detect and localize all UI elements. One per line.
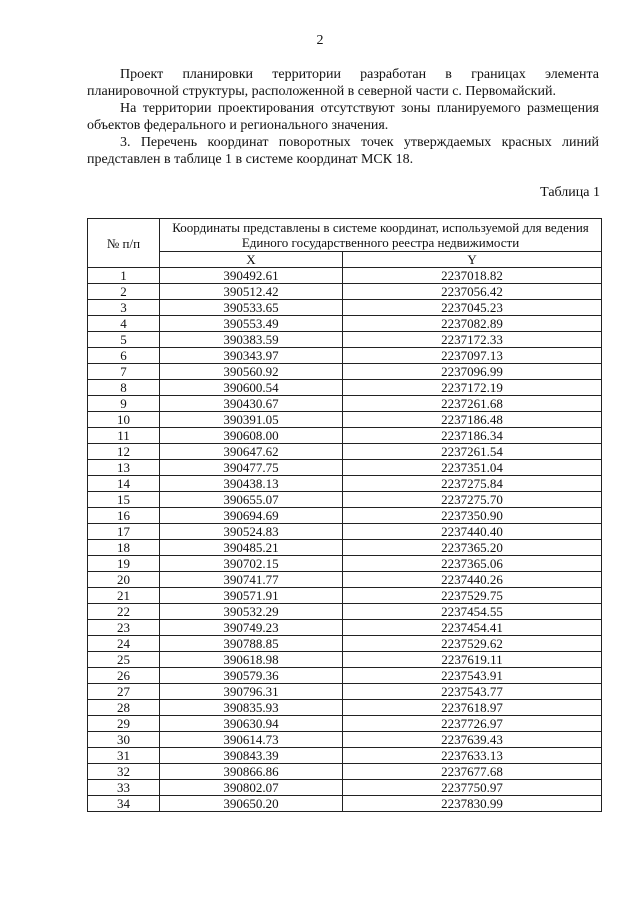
x-coordinate-cell: 390430.67 bbox=[160, 396, 343, 412]
y-coordinate-cell: 2237261.54 bbox=[343, 444, 602, 460]
x-coordinate-cell: 390618.98 bbox=[160, 652, 343, 668]
y-coordinate-cell: 2237830.99 bbox=[343, 796, 602, 812]
y-coordinate-cell: 2237543.91 bbox=[343, 668, 602, 684]
table-row bbox=[88, 300, 602, 316]
table-row bbox=[88, 540, 602, 556]
point-number-cell: 18 bbox=[88, 540, 160, 556]
table-row bbox=[88, 748, 602, 764]
point-number-cell: 28 bbox=[88, 700, 160, 716]
table-row bbox=[88, 700, 602, 716]
y-coordinate-cell: 2237750.97 bbox=[343, 780, 602, 796]
table-row bbox=[88, 348, 602, 364]
table-row bbox=[88, 284, 602, 300]
point-number-cell: 4 bbox=[88, 316, 160, 332]
point-number-cell: 17 bbox=[88, 524, 160, 540]
y-coordinate-cell: 2237726.97 bbox=[343, 716, 602, 732]
y-coordinate-cell: 2237619.11 bbox=[343, 652, 602, 668]
table-row bbox=[88, 716, 602, 732]
x-coordinate-cell: 390512.42 bbox=[160, 284, 343, 300]
point-number-cell: 6 bbox=[88, 348, 160, 364]
point-number-cell: 11 bbox=[88, 428, 160, 444]
x-coordinate-cell: 390383.59 bbox=[160, 332, 343, 348]
x-coordinate-cell: 390630.94 bbox=[160, 716, 343, 732]
point-number-cell: 5 bbox=[88, 332, 160, 348]
point-number-cell: 3 bbox=[88, 300, 160, 316]
x-coordinate-cell: 390492.61 bbox=[160, 268, 343, 284]
y-coordinate-cell: 2237275.84 bbox=[343, 476, 602, 492]
y-coordinate-cell: 2237186.34 bbox=[343, 428, 602, 444]
y-coordinate-cell: 2237056.42 bbox=[343, 284, 602, 300]
x-coordinate-cell: 390560.92 bbox=[160, 364, 343, 380]
y-coordinate-cell: 2237454.41 bbox=[343, 620, 602, 636]
y-coordinate-cell: 2237529.75 bbox=[343, 588, 602, 604]
y-coordinate-cell: 2237351.04 bbox=[343, 460, 602, 476]
point-number-cell: 34 bbox=[88, 796, 160, 812]
coordinates-table bbox=[87, 218, 602, 812]
x-coordinate-cell: 390600.54 bbox=[160, 380, 343, 396]
point-number-cell: 24 bbox=[88, 636, 160, 652]
point-number-cell: 26 bbox=[88, 668, 160, 684]
table-caption: Таблица 1 bbox=[540, 185, 600, 200]
paragraph-no-zones: На территории проектирования отсутствуют зоны планируемого размещения объектов федерального и регионального значения. bbox=[87, 101, 599, 133]
page-number: 2 bbox=[316, 33, 324, 48]
y-coordinate-cell: 2237633.13 bbox=[343, 748, 602, 764]
y-coordinate-cell: 2237172.33 bbox=[343, 332, 602, 348]
x-coordinate-cell: 390614.73 bbox=[160, 732, 343, 748]
y-coordinate-cell: 2237454.55 bbox=[343, 604, 602, 620]
x-coordinate-cell: 390796.31 bbox=[160, 684, 343, 700]
table-row bbox=[88, 460, 602, 476]
y-coordinate-cell: 2237677.68 bbox=[343, 764, 602, 780]
point-number-cell: 33 bbox=[88, 780, 160, 796]
x-coordinate-cell: 390694.69 bbox=[160, 508, 343, 524]
point-number-cell: 12 bbox=[88, 444, 160, 460]
y-coordinate-cell: 2237261.68 bbox=[343, 396, 602, 412]
point-number-cell: 8 bbox=[88, 380, 160, 396]
y-coordinate-cell: 2237440.26 bbox=[343, 572, 602, 588]
paragraph-coordinate-list: 3. Перечень координат поворотных точек утверждаемых красных линий представлен в таблице 1 в системе координат МСК 18. bbox=[87, 135, 599, 167]
point-number-cell: 1 bbox=[88, 268, 160, 284]
x-coordinate-cell: 390391.05 bbox=[160, 412, 343, 428]
point-number-cell: 31 bbox=[88, 748, 160, 764]
coordinates-table-body bbox=[88, 268, 602, 812]
x-coordinate-cell: 390866.86 bbox=[160, 764, 343, 780]
point-number-cell: 23 bbox=[88, 620, 160, 636]
x-coordinate-cell: 390702.15 bbox=[160, 556, 343, 572]
y-coordinate-cell: 2237096.99 bbox=[343, 364, 602, 380]
point-number-cell: 25 bbox=[88, 652, 160, 668]
x-coordinate-cell: 390485.21 bbox=[160, 540, 343, 556]
table-row bbox=[88, 428, 602, 444]
x-coordinate-cell: 390553.49 bbox=[160, 316, 343, 332]
x-coordinate-cell: 390579.36 bbox=[160, 668, 343, 684]
x-coordinate-cell: 390647.62 bbox=[160, 444, 343, 460]
point-number-cell: 15 bbox=[88, 492, 160, 508]
paragraph-project-scope: Проект планировки территории разработан в границах элемента планировочной структуры, расположенной в северной части с. Первомайский. bbox=[87, 67, 599, 99]
table-row bbox=[88, 588, 602, 604]
point-number-cell: 7 bbox=[88, 364, 160, 380]
x-coordinate-cell: 390788.85 bbox=[160, 636, 343, 652]
table-row bbox=[88, 780, 602, 796]
y-coordinate-cell: 2237018.82 bbox=[343, 268, 602, 284]
y-coordinate-cell: 2237440.40 bbox=[343, 524, 602, 540]
table-row bbox=[88, 332, 602, 348]
table-row bbox=[88, 652, 602, 668]
table-row bbox=[88, 316, 602, 332]
point-number-cell: 32 bbox=[88, 764, 160, 780]
point-number-cell: 20 bbox=[88, 572, 160, 588]
table-row bbox=[88, 684, 602, 700]
point-number-cell: 2 bbox=[88, 284, 160, 300]
table-row bbox=[88, 764, 602, 780]
table-row bbox=[88, 604, 602, 620]
point-number-cell: 22 bbox=[88, 604, 160, 620]
point-number-cell: 21 bbox=[88, 588, 160, 604]
point-number-cell: 9 bbox=[88, 396, 160, 412]
point-number-cell: 10 bbox=[88, 412, 160, 428]
y-coordinate-cell: 2237350.90 bbox=[343, 508, 602, 524]
y-coordinate-cell: 2237639.43 bbox=[343, 732, 602, 748]
point-number-cell: 27 bbox=[88, 684, 160, 700]
x-coordinate-cell: 390749.23 bbox=[160, 620, 343, 636]
y-coordinate-cell: 2237365.20 bbox=[343, 540, 602, 556]
x-coordinate-cell: 390650.20 bbox=[160, 796, 343, 812]
y-coordinate-cell: 2237365.06 bbox=[343, 556, 602, 572]
table-row bbox=[88, 524, 602, 540]
x-coordinate-cell: 390741.77 bbox=[160, 572, 343, 588]
table-row bbox=[88, 380, 602, 396]
column-header-number: № п/п bbox=[88, 219, 160, 268]
column-header-description: Координаты представлены в системе координат, используемой для ведения Единого государственного реестра недвижимости bbox=[160, 219, 602, 252]
point-number-cell: 19 bbox=[88, 556, 160, 572]
column-header-y: Y bbox=[343, 252, 602, 268]
table-row bbox=[88, 444, 602, 460]
x-coordinate-cell: 390843.39 bbox=[160, 748, 343, 764]
y-coordinate-cell: 2237529.62 bbox=[343, 636, 602, 652]
y-coordinate-cell: 2237543.77 bbox=[343, 684, 602, 700]
y-coordinate-cell: 2237172.19 bbox=[343, 380, 602, 396]
y-coordinate-cell: 2237275.70 bbox=[343, 492, 602, 508]
y-coordinate-cell: 2237082.89 bbox=[343, 316, 602, 332]
x-coordinate-cell: 390343.97 bbox=[160, 348, 343, 364]
table-row bbox=[88, 268, 602, 284]
x-coordinate-cell: 390835.93 bbox=[160, 700, 343, 716]
x-coordinate-cell: 390802.07 bbox=[160, 780, 343, 796]
table-row bbox=[88, 668, 602, 684]
x-coordinate-cell: 390608.00 bbox=[160, 428, 343, 444]
table-row bbox=[88, 636, 602, 652]
y-coordinate-cell: 2237097.13 bbox=[343, 348, 602, 364]
table-row bbox=[88, 620, 602, 636]
point-number-cell: 16 bbox=[88, 508, 160, 524]
column-header-x: X bbox=[160, 252, 343, 268]
point-number-cell: 30 bbox=[88, 732, 160, 748]
point-number-cell: 13 bbox=[88, 460, 160, 476]
x-coordinate-cell: 390533.65 bbox=[160, 300, 343, 316]
point-number-cell: 29 bbox=[88, 716, 160, 732]
table-row bbox=[88, 492, 602, 508]
table-row bbox=[88, 732, 602, 748]
x-coordinate-cell: 390438.13 bbox=[160, 476, 343, 492]
table-row bbox=[88, 476, 602, 492]
x-coordinate-cell: 390571.91 bbox=[160, 588, 343, 604]
table-row bbox=[88, 572, 602, 588]
table-row bbox=[88, 412, 602, 428]
y-coordinate-cell: 2237618.97 bbox=[343, 700, 602, 716]
table-row bbox=[88, 508, 602, 524]
x-coordinate-cell: 390477.75 bbox=[160, 460, 343, 476]
table-row bbox=[88, 364, 602, 380]
y-coordinate-cell: 2237186.48 bbox=[343, 412, 602, 428]
table-row bbox=[88, 556, 602, 572]
y-coordinate-cell: 2237045.23 bbox=[343, 300, 602, 316]
table-row bbox=[88, 796, 602, 812]
point-number-cell: 14 bbox=[88, 476, 160, 492]
x-coordinate-cell: 390524.83 bbox=[160, 524, 343, 540]
table-row bbox=[88, 396, 602, 412]
x-coordinate-cell: 390532.29 bbox=[160, 604, 343, 620]
x-coordinate-cell: 390655.07 bbox=[160, 492, 343, 508]
